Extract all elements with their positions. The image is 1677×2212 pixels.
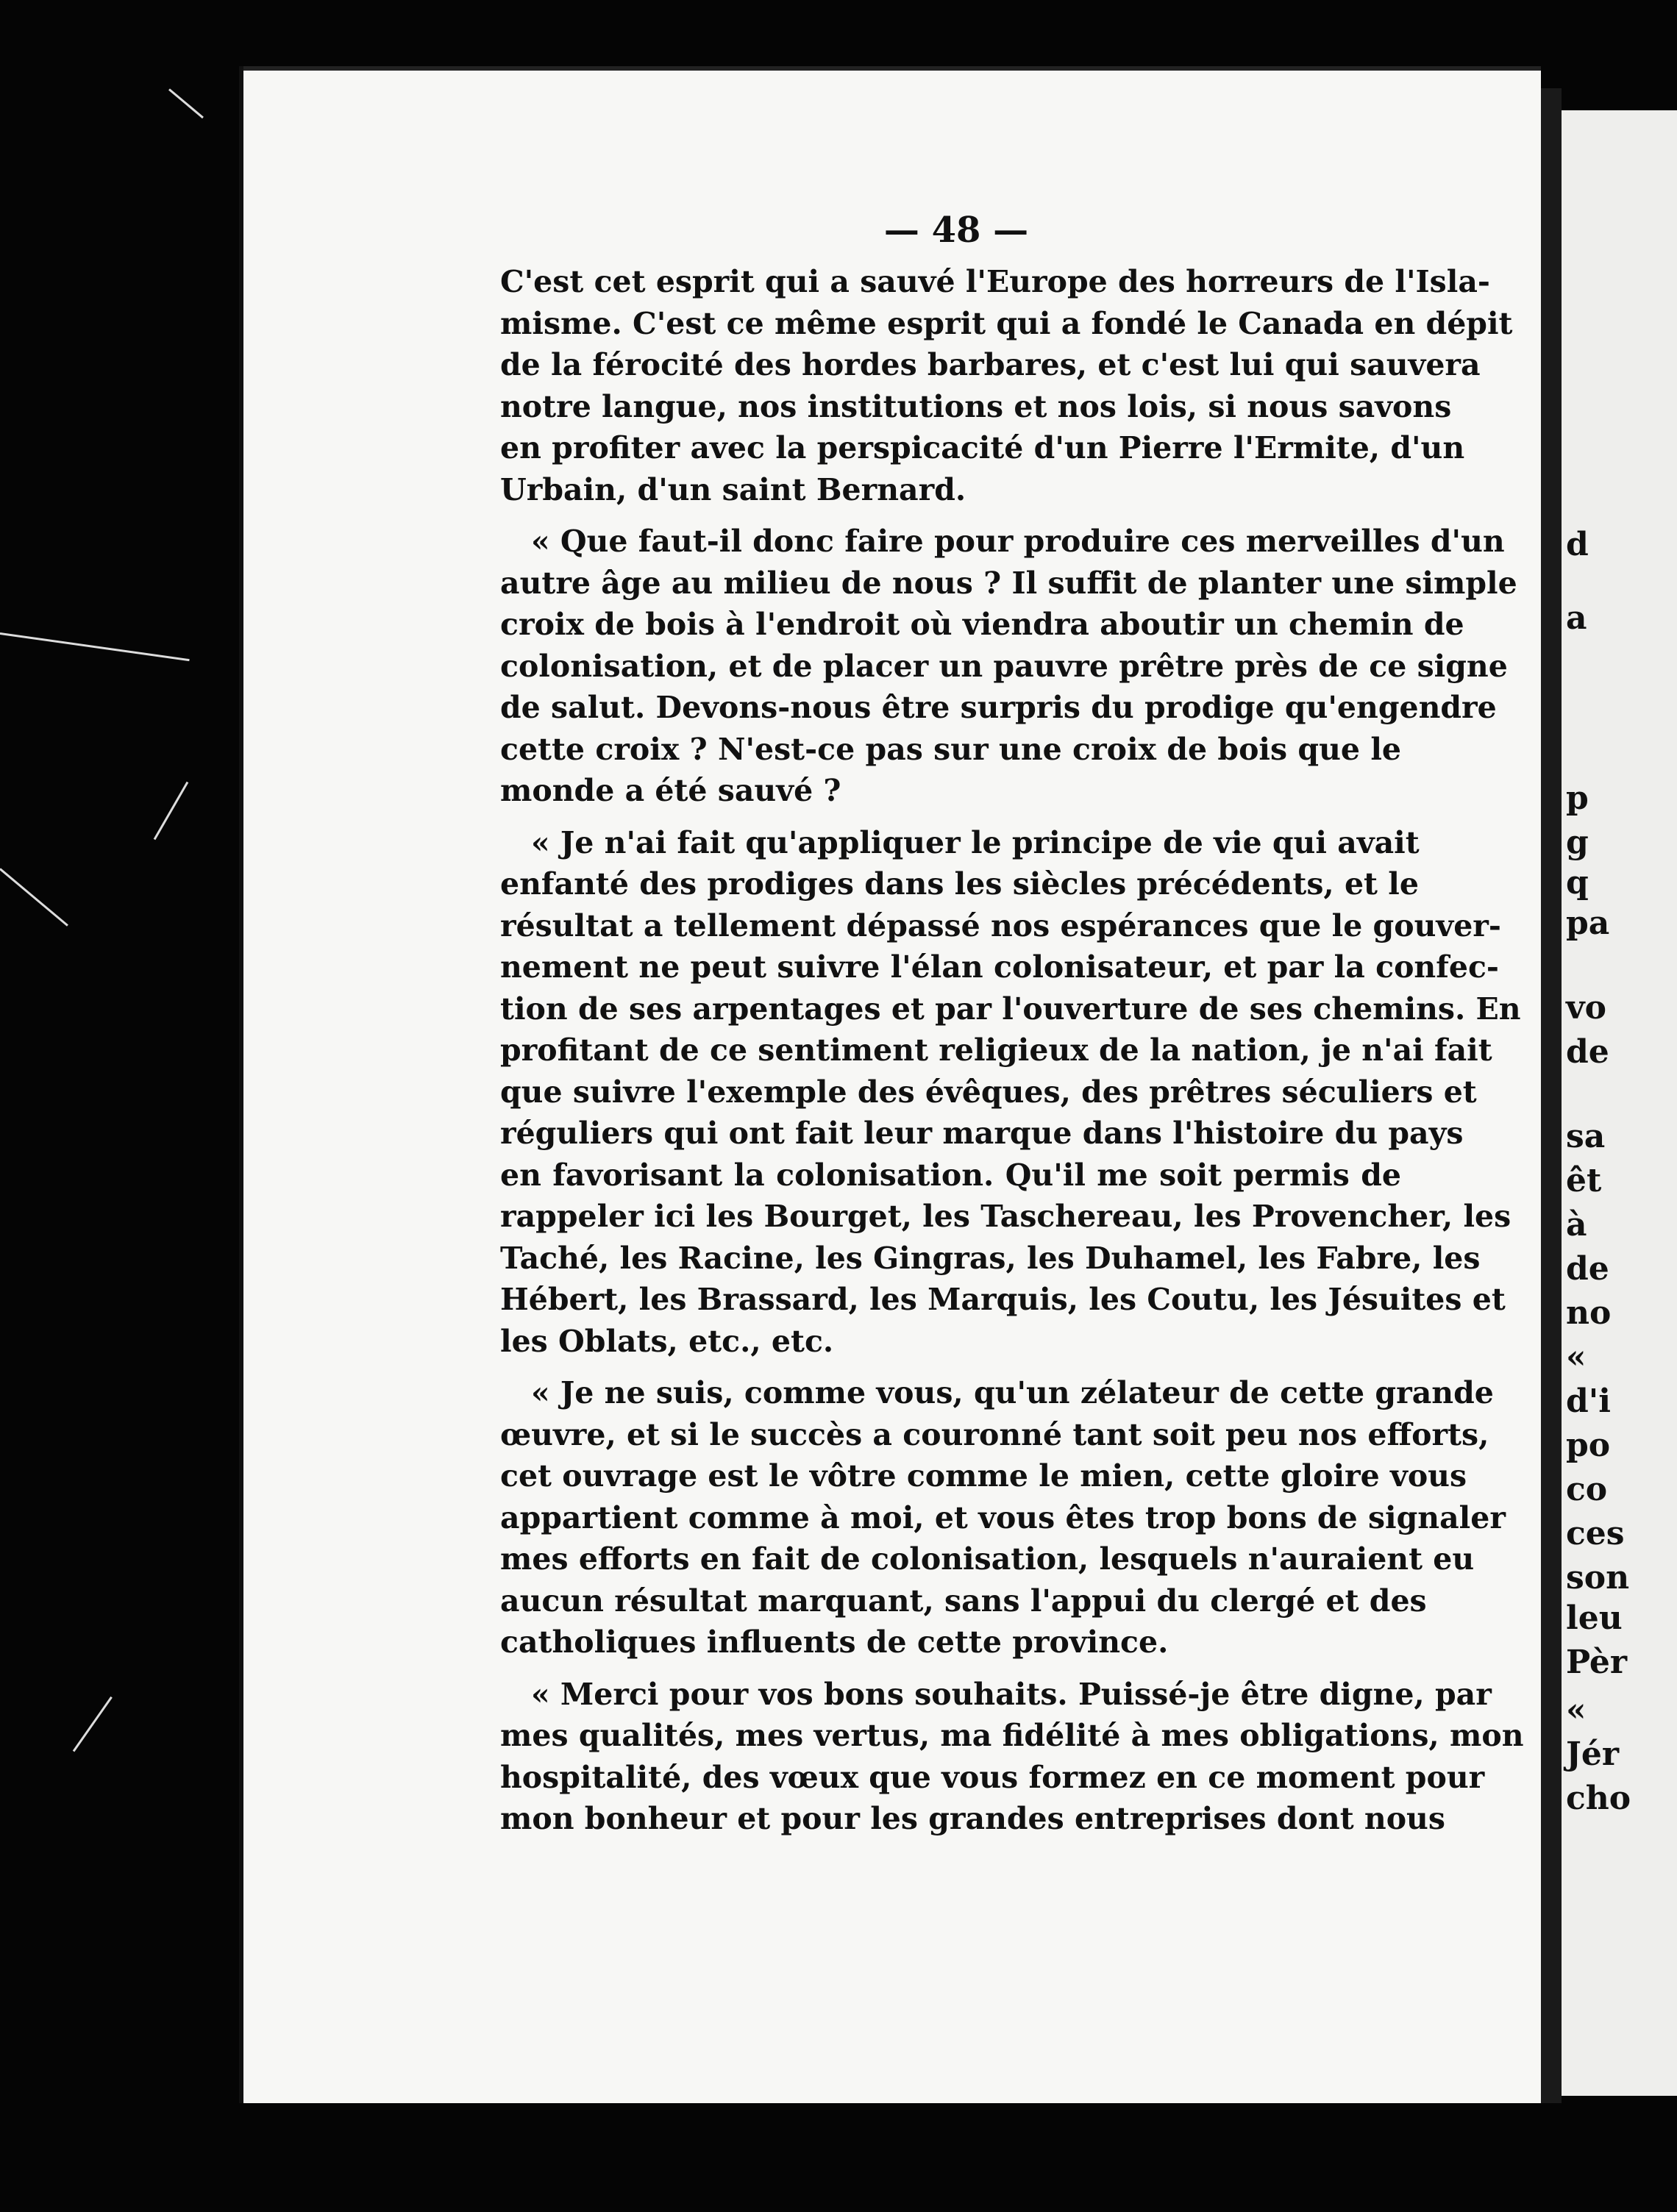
text-line: misme. C'est ce même esprit qui a fondé le Canada en dépit xyxy=(500,305,1513,341)
adjacent-page-text-fragment: a xyxy=(1566,599,1587,637)
adjacent-page-text-fragment: Pèr xyxy=(1566,1644,1628,1681)
text-line: C'est cet esprit qui a sauvé l'Europe des horreurs de l'Isla- xyxy=(500,264,1490,299)
adjacent-page-text-fragment: no xyxy=(1566,1294,1612,1332)
text-line: croix de bois à l'endroit où viendra aboutir un chemin de xyxy=(500,607,1464,642)
adjacent-page xyxy=(1562,110,1677,2096)
adjacent-page-text-fragment: Jér xyxy=(1566,1735,1619,1773)
adjacent-page-text-fragment: à xyxy=(1566,1206,1587,1244)
text-line: nement ne peut suivre l'élan colonisateur, et par la confec- xyxy=(500,949,1499,985)
paragraph xyxy=(500,1372,1506,1663)
paragraph xyxy=(500,521,1517,812)
text-line: Urbain, d'un saint Bernard. xyxy=(500,471,966,507)
paragraph-gap xyxy=(500,510,1401,521)
adjacent-page-text-fragment: leu xyxy=(1566,1599,1623,1637)
text-line: enfanté des prodiges dans les siècles précédents, et le xyxy=(500,866,1419,902)
text-line: en favorisant la colonisation. Qu'il me soit permis de xyxy=(500,1157,1401,1193)
adjacent-page-text-fragment: po xyxy=(1566,1427,1611,1464)
adjacent-page-text-fragment: « xyxy=(1566,1691,1587,1729)
text-line: cette croix ? N'est-ce pas sur une croix de bois que le xyxy=(500,731,1401,767)
text-line: colonisation, et de placer un pauvre prêtre près de ce signe xyxy=(500,648,1508,684)
text-line: de salut. Devons-nous être surpris du prodige qu'engendre xyxy=(500,690,1497,725)
text-line: « Merci pour vos bons souhaits. Puissé-je être digne, par xyxy=(531,1676,1492,1712)
adjacent-page-text-fragment: sa xyxy=(1566,1118,1606,1155)
adjacent-page-text-fragment: êt xyxy=(1566,1162,1602,1199)
page-body-text xyxy=(500,261,1524,1840)
text-line: hospitalité, des vœux que vous formez en ce moment pour xyxy=(500,1759,1485,1795)
scan-artifact-scratch xyxy=(73,1697,113,1752)
paragraph xyxy=(500,822,1521,1363)
text-line: mes qualités, mes vertus, ma fidélité à mes obligations, mon xyxy=(500,1718,1524,1753)
scan-artifact-scratch xyxy=(0,632,190,661)
scan-artifact-scratch xyxy=(154,782,189,840)
text-line: œuvre, et si le succès a couronné tant soit peu nos efforts, xyxy=(500,1416,1489,1452)
text-line: monde a été sauvé ? xyxy=(500,773,841,808)
text-line: Taché, les Racine, les Gingras, les Duhamel, les Fabre, les xyxy=(500,1240,1481,1276)
text-line: autre âge au milieu de nous ? Il suffit de planter une simple xyxy=(500,565,1517,601)
adjacent-page-text-fragment: d xyxy=(1566,526,1589,563)
text-line: catholiques influents de cette province. xyxy=(500,1624,1169,1660)
text-line: profitant de ce sentiment religieux de la nation, je n'ai fait xyxy=(500,1032,1492,1068)
adjacent-page-text-fragment: co xyxy=(1566,1471,1608,1508)
text-line: mon bonheur et pour les grandes entreprises dont nous xyxy=(500,1801,1445,1836)
paragraph-gap xyxy=(500,1663,1401,1674)
adjacent-page-text-fragment: de xyxy=(1566,1250,1609,1288)
text-line: notre langue, nos institutions et nos lois, si nous savons xyxy=(500,388,1452,424)
scan-artifact-scratch xyxy=(168,88,204,118)
paragraph-gap xyxy=(500,812,1401,822)
adjacent-page-text-fragment: g xyxy=(1566,824,1589,861)
text-line: rappeler ici les Bourget, les Taschereau, les Provencher, les xyxy=(500,1199,1512,1234)
text-line: « Que faut-il donc faire pour produire ces merveilles d'un xyxy=(531,524,1505,559)
adjacent-page-text-fragment: q xyxy=(1566,864,1589,902)
adjacent-page-text-fragment: cho xyxy=(1566,1780,1631,1817)
text-line: cet ouvrage est le vôtre comme le mien, cette gloire vous xyxy=(500,1458,1467,1494)
paragraph-gap xyxy=(500,1362,1401,1372)
text-line: que suivre l'exemple des évêques, des prêtres séculiers et xyxy=(500,1074,1477,1110)
paragraph xyxy=(500,261,1513,510)
text-line: de la férocité des hordes barbares, et c'est lui qui sauvera xyxy=(500,347,1481,382)
adjacent-page-text-fragment: p xyxy=(1566,779,1589,817)
text-line: en profiter avec la perspicacité d'un Pierre l'Ermite, d'un xyxy=(500,430,1465,465)
text-line: appartient comme à moi, et vous êtes trop bons de signaler xyxy=(500,1499,1506,1535)
adjacent-page-text-fragment: son xyxy=(1566,1559,1630,1596)
text-line: mes efforts en fait de colonisation, lesquels n'auraient eu xyxy=(500,1541,1475,1577)
text-line: tion de ses arpentages et par l'ouverture de ses chemins. En xyxy=(500,991,1521,1027)
adjacent-page-text-fragment: ces xyxy=(1566,1515,1625,1552)
text-line: « Je ne suis, comme vous, qu'un zélateur de cette grande xyxy=(531,1375,1494,1410)
adjacent-page-text-fragment: d'i xyxy=(1566,1382,1611,1420)
text-line: Hébert, les Brassard, les Marquis, les Coutu, les Jésuites et xyxy=(500,1282,1506,1317)
page-gutter xyxy=(1541,88,1562,2103)
paragraph xyxy=(500,1674,1524,1840)
adjacent-page-text-fragment: pa xyxy=(1566,905,1610,942)
text-line: résultat a tellement dépassé nos espérances que le gouver- xyxy=(500,907,1501,943)
page-number: — 48 — xyxy=(883,210,1029,251)
adjacent-page-text-fragment: « xyxy=(1566,1338,1587,1376)
text-line: les Oblats, etc., etc. xyxy=(500,1323,834,1359)
adjacent-page-text-fragment: vo xyxy=(1566,989,1606,1027)
text-line: réguliers qui ont fait leur marque dans l'histoire du pays xyxy=(500,1116,1464,1151)
scan-artifact-scratch xyxy=(0,868,68,926)
adjacent-page-text-fragment: de xyxy=(1566,1033,1609,1071)
text-line: « Je n'ai fait qu'appliquer le principe de vie qui avait xyxy=(531,824,1420,860)
text-line: aucun résultat marquant, sans l'appui du clergé et des xyxy=(500,1583,1427,1619)
